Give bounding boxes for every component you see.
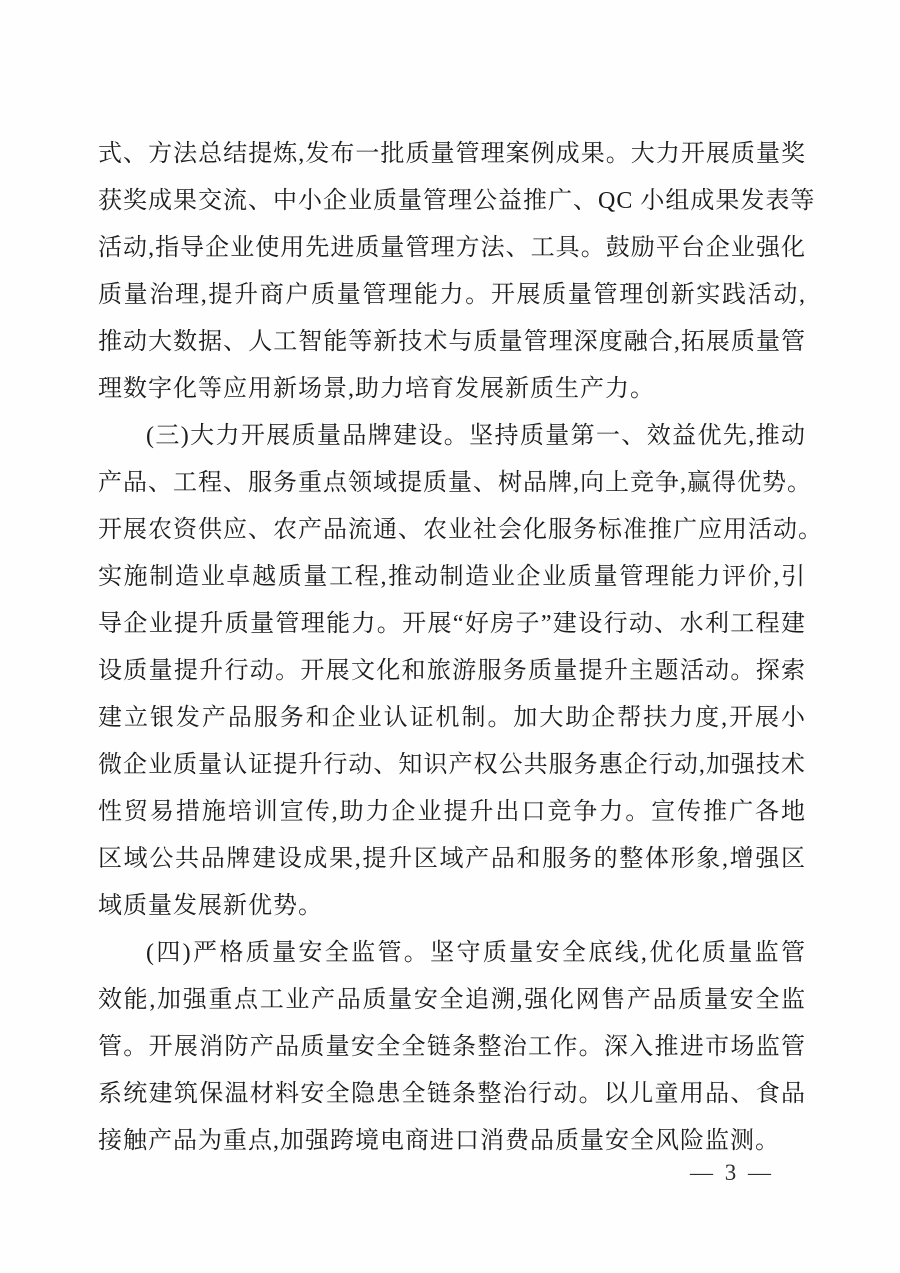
text-line: 建立银发产品服务和企业认证机制。加大助企帮扶力度,开展小 bbox=[98, 705, 806, 731]
text-line: 导企业提升质量管理能力。开展“好房子”建设行动、水利工程建 bbox=[98, 611, 806, 637]
text-line: 区域公共品牌建设成果,提升区域产品和服务的整体形象,增强区 bbox=[98, 846, 806, 872]
text-line: 推动大数据、人工智能等新技术与质量管理深度融合,拓展质量管 bbox=[98, 329, 806, 355]
text-line: (三)大力开展质量品牌建设。坚持质量第一、效益优先,推动 bbox=[146, 423, 806, 449]
text-line: 设质量提升行动。开展文化和旅游服务质量提升主题活动。探索 bbox=[98, 658, 806, 684]
body-text bbox=[98, 131, 823, 1165]
text-line: 开展农资供应、农产品流通、农业社会化服务标准推广应用活动。 bbox=[98, 517, 823, 543]
text-line: 接触产品为重点,加强跨境电商进口消费品质量安全风险监测。 bbox=[98, 1128, 780, 1154]
text-line: 产品、工程、服务重点领域提质量、树品牌,向上竞争,赢得优势。 bbox=[98, 470, 812, 496]
text-line: (四)严格质量安全监管。坚守质量安全底线,优化质量监管 bbox=[146, 940, 806, 966]
text-line: 质量治理,提升商户质量管理能力。开展质量管理创新实践活动, bbox=[98, 282, 806, 308]
text-line: 效能,加强重点工业产品质量安全追溯,强化网售产品质量安全监 bbox=[98, 987, 806, 1013]
text-line: 域质量发展新优势。 bbox=[98, 893, 323, 919]
text-line: 式、方法总结提炼,发布一批质量管理案例成果。大力开展质量奖 bbox=[98, 141, 806, 167]
text-line: 活动,指导企业使用先进质量管理方法、工具。鼓励平台企业强化 bbox=[98, 235, 806, 261]
text-line: 获奖成果交流、中小企业质量管理公益推广、QC 小组成果发表等 bbox=[98, 188, 816, 214]
text-line: 微企业质量认证提升行动、知识产权公共服务惠企行动,加强技术 bbox=[98, 752, 806, 778]
text-line: 性贸易措施培训宣传,助力企业提升出口竞争力。宣传推广各地 bbox=[98, 799, 806, 825]
text-line: 理数字化等应用新场景,助力培育发展新质生产力。 bbox=[98, 376, 655, 402]
page-number: — 3 — bbox=[690, 1160, 774, 1185]
text-line: 实施制造业卓越质量工程,推动制造业企业质量管理能力评价,引 bbox=[98, 564, 806, 590]
text-line: 管。开展消防产品质量安全全链条整治工作。深入推进市场监管 bbox=[98, 1034, 806, 1060]
text-line: 系统建筑保温材料安全隐患全链条整治行动。以儿童用品、食品 bbox=[98, 1081, 806, 1107]
